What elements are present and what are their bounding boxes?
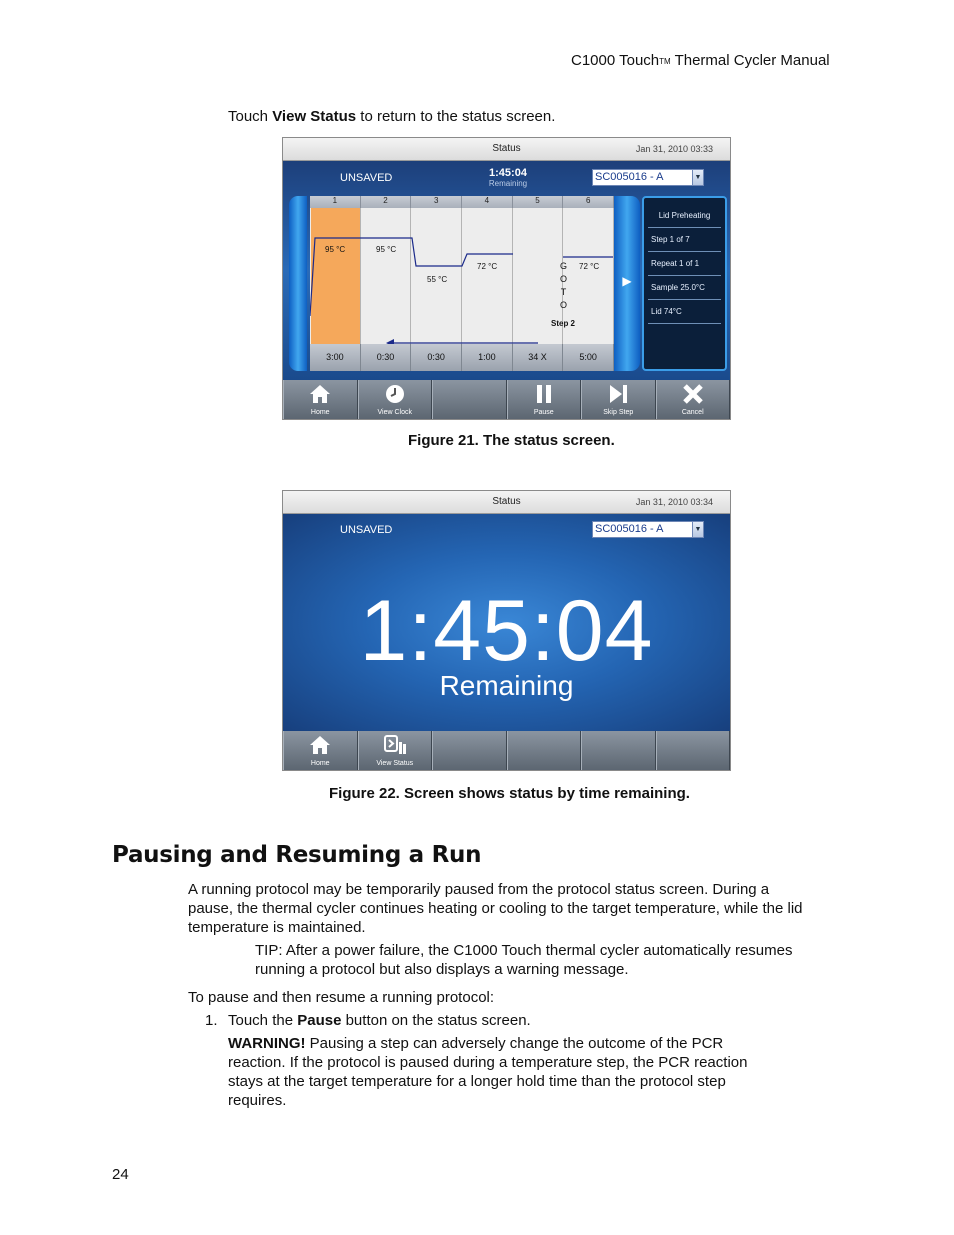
home-icon: [309, 734, 331, 756]
block-select[interactable]: SC005016 - A ▼: [592, 169, 704, 186]
blank-button[interactable]: [432, 380, 507, 419]
section-heading: Pausing and Resuming a Run: [112, 842, 482, 868]
intro-text: Touch View Status to return to the status screen.: [228, 108, 556, 125]
screen-date: Jan 31, 2010 03:33: [635, 144, 713, 154]
tip-paragraph: TIP: After a power failure, the C1000 Touch thermal cycler automatically resumes running a protocol but also displays a warning message.: [255, 942, 793, 978]
warning-paragraph: WARNING! Pausing a step can adversely change the outcome of the PCR reaction. If the protocol is paused during a temperature step, the PCR reaction stays at the target temperature for a longer hold time than the protocol step requires.: [228, 1035, 748, 1109]
status-body: [283, 514, 730, 732]
skip-step-button[interactable]: Skip Step: [581, 380, 656, 419]
step-times: 3:00 0:30 0:30 1:00 34 X 5:00: [310, 344, 614, 371]
temp-label: 72 °C: [477, 262, 498, 271]
view-clock-button[interactable]: View Clock: [358, 380, 433, 419]
remaining-label: Remaining: [439, 670, 574, 701]
figure-caption: Figure 22. Screen shows status by time remaining.: [329, 785, 690, 802]
protocol-graph: [310, 196, 614, 371]
big-time-remaining: 1:45:04: [359, 583, 654, 679]
procedure-intro: To pause and then resume a running protocol:: [188, 989, 495, 1006]
blank-button[interactable]: [581, 731, 656, 770]
temp-label: 72 °C: [579, 262, 600, 271]
screen-title: Status: [492, 143, 521, 154]
status-body: [283, 161, 730, 381]
pause-icon: [533, 383, 555, 405]
page-number: 24: [112, 1166, 129, 1183]
title-bar: [283, 491, 730, 514]
run-info-panel: Lid Preheating Step 1 of 7 Repeat 1 of 1 Sample 25.0°C Lid 74°C: [642, 196, 727, 371]
home-icon: [309, 383, 331, 405]
block-select[interactable]: SC005016 - A ▼: [592, 521, 704, 538]
time-remaining-screen-figure: [282, 490, 731, 771]
screen-title: Status: [492, 496, 521, 507]
blank-button[interactable]: [656, 731, 731, 770]
home-button[interactable]: Home: [283, 380, 358, 419]
view-status-button[interactable]: View Status: [358, 731, 433, 770]
temp-label: 95 °C: [376, 245, 397, 254]
home-button[interactable]: Home: [283, 731, 358, 770]
skip-icon: [607, 383, 629, 405]
blank-button[interactable]: [432, 731, 507, 770]
screen-date: Jan 31, 2010 03:34: [635, 497, 713, 507]
close-icon: [682, 383, 704, 405]
step-1-text: Touch the Pause button on the status screen.: [228, 1012, 531, 1029]
scroll-left-bar[interactable]: [289, 196, 307, 371]
temp-label: 55 °C: [427, 275, 448, 284]
step-1: 1.: [205, 1012, 218, 1029]
button-bar: [283, 731, 730, 770]
body-paragraph: A running protocol may be temporarily paused from the protocol status screen. During a pause, the thermal cycler continues heating or cooling to the target temperature, while the lid temperature is maintained.: [188, 881, 803, 936]
goto-label: G O T O: [560, 261, 568, 310]
status-screen-figure: [282, 137, 731, 420]
pause-button[interactable]: Pause: [507, 380, 582, 419]
scroll-right-button[interactable]: [614, 196, 640, 371]
time-remaining: 1:45:04 Remaining: [488, 167, 528, 188]
chevron-down-icon[interactable]: ▼: [692, 522, 703, 537]
cancel-button[interactable]: Cancel: [656, 380, 731, 419]
blank-button[interactable]: [507, 731, 582, 770]
goto-step: Step 2: [551, 319, 576, 328]
running-header: C1000 Touch™ Thermal Cycler Manual: [571, 52, 830, 69]
title-bar: [283, 138, 730, 161]
file-name: UNSAVED: [340, 524, 393, 536]
clock-icon: [384, 383, 406, 405]
view-status-icon: [383, 734, 407, 756]
chevron-down-icon[interactable]: ▼: [692, 170, 703, 185]
chevron-right-icon: ▶: [622, 274, 632, 288]
button-bar: [283, 380, 730, 419]
temp-label: 95 °C: [325, 245, 346, 254]
figure-caption: Figure 21. The status screen.: [408, 432, 615, 449]
step-numbers: 1 2 3 4 5 6: [310, 196, 614, 208]
file-name: UNSAVED: [340, 172, 393, 184]
